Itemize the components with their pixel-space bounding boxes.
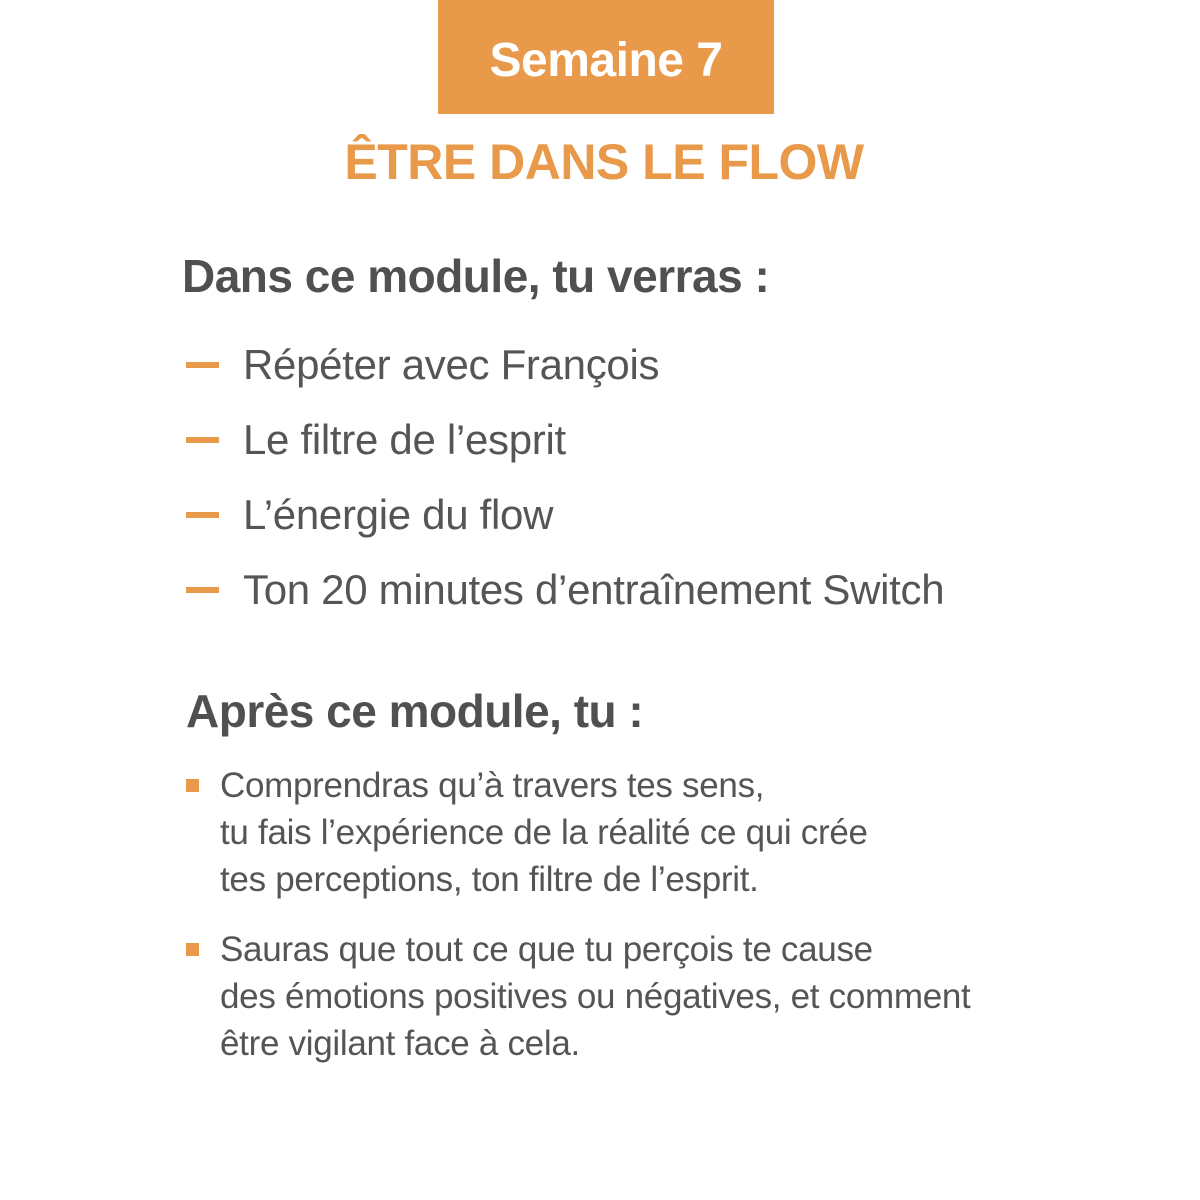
square-bullet-icon	[186, 779, 199, 792]
square-bullet-icon	[186, 943, 199, 956]
list-item	[186, 402, 944, 477]
list-item	[186, 477, 944, 552]
dash-bullet-icon	[186, 512, 219, 518]
list-item-text	[220, 926, 970, 1067]
list-item-text: Le filtre de l’esprit	[243, 415, 566, 463]
list-item	[186, 762, 1086, 903]
list-item-text: Ton 20 minutes d’entraînement Switch	[243, 565, 945, 613]
list-item	[186, 926, 1086, 1067]
module-content-list	[186, 327, 944, 627]
dash-bullet-icon	[186, 362, 219, 368]
list-item-text: L’énergie du flow	[243, 490, 554, 538]
outcomes-list	[186, 762, 1086, 1090]
text-line: Sauras que tout ce que tu perçois te cause	[220, 930, 873, 969]
text-line: Comprendras qu’à travers tes sens,	[220, 766, 765, 805]
page-title: ÊTRE DANS LE FLOW	[344, 134, 864, 190]
text-line: tu fais l’expérience de la réalité ce qui crée	[220, 813, 868, 852]
section-heading-module-content: Dans ce module, tu verras :	[182, 250, 770, 302]
list-item	[186, 327, 944, 402]
list-item-text: Répéter avec François	[243, 340, 660, 388]
week-label: Semaine 7	[489, 34, 723, 87]
text-line: des émotions positives ou négatives, et comment	[220, 977, 971, 1016]
dash-bullet-icon	[186, 437, 219, 443]
text-line: être vigilant face à cela.	[220, 1024, 580, 1063]
list-item	[186, 552, 944, 627]
section-heading-outcomes: Après ce module, tu :	[186, 685, 644, 737]
week-badge	[438, 0, 774, 114]
dash-bullet-icon	[186, 587, 219, 593]
list-item-text	[220, 762, 868, 903]
text-line: tes perceptions, ton filtre de l’esprit.	[220, 860, 759, 899]
